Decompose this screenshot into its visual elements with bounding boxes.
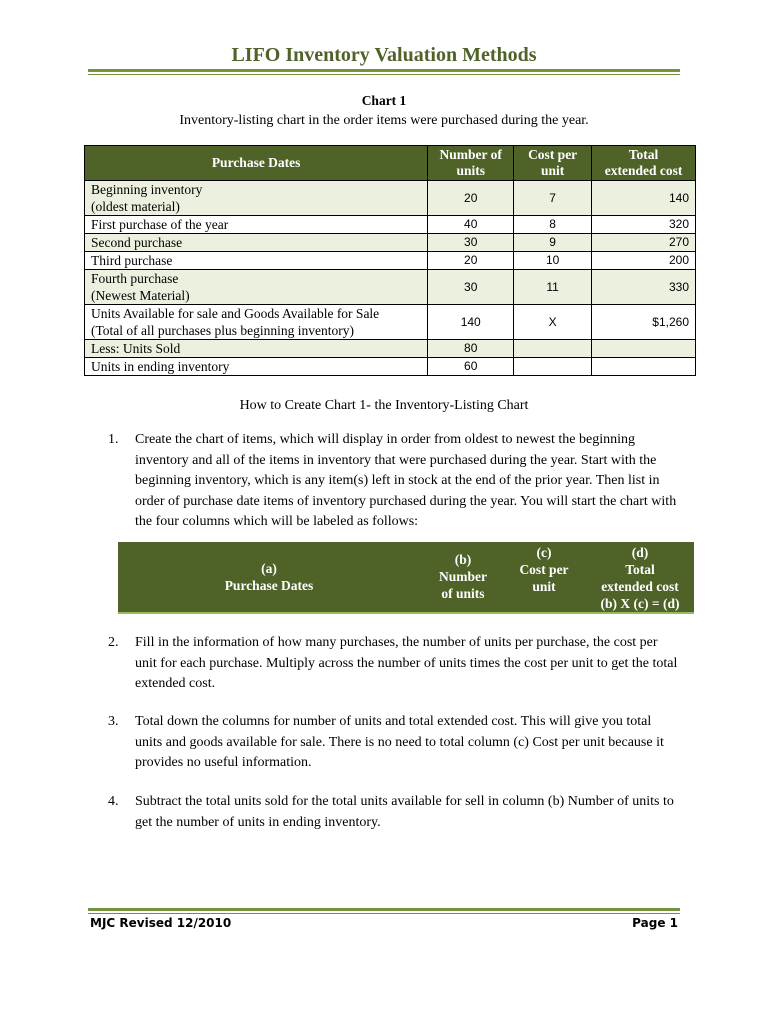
list-item [108,633,678,695]
column-label-d: (d) Total extended cost (b) X (c) = (d) [600,545,680,611]
header-purchase-dates: Purchase Dates [85,146,428,181]
row-total: 270 [592,234,696,252]
footer-rule-thin [88,913,680,914]
row-description: First purchase of the year [85,216,428,234]
row-units: 80 [428,340,514,358]
row-description: Units in ending inventory [85,358,428,376]
row-total: 330 [592,270,696,305]
column-labels-bar [118,542,694,614]
row-total [592,340,696,358]
row-description: Second purchase [85,234,428,252]
row-total: 140 [592,181,696,216]
row-description: Beginning inventory (oldest material) [85,181,428,216]
chart-subtitle: Inventory-listing chart in the order items were purchased during the year. [179,113,589,128]
row-description: Third purchase [85,252,428,270]
row-description: Fourth purchase (Newest Material) [85,270,428,305]
chart-title: Chart 1 [361,93,407,108]
row-description: Less: Units Sold [85,340,428,358]
row-total [592,358,696,376]
table-row [85,305,696,340]
step-text: Subtract the total units sold for the total units available for sell in column (b) Number of units to get the number of units in ending inventory. [135,794,674,830]
step-text: Fill in the information of how many purchases, the number of units per purchase, the cost per unit for each purchase. Multiply across the number of units times the cost per unit to get the total extended cost. [135,635,678,691]
row-total: 200 [592,252,696,270]
table-row [85,234,696,252]
list-item [108,792,678,833]
row-cost: 11 [514,270,592,305]
list-item [108,430,678,533]
column-label-c: (c) Cost per unit [519,545,569,594]
row-units: 60 [428,358,514,376]
document-title: LIFO Inventory Valuation Methods [231,44,537,66]
row-cost: 10 [514,252,592,270]
row-units: 140 [428,305,514,340]
row-total: 320 [592,216,696,234]
header-number-of-units: Number of units [428,146,514,181]
list-item [108,712,678,774]
table-row [85,340,696,358]
table-row [85,216,696,234]
table-header-row [85,146,696,181]
table-row [85,270,696,305]
table-row [85,181,696,216]
row-units: 40 [428,216,514,234]
inventory-table [84,145,696,376]
header-rule [88,69,680,72]
footer-revision: MJC Revised 12/2010 [90,916,232,930]
row-cost: 9 [514,234,592,252]
header-total-extended-cost: Total extended cost [592,146,696,181]
row-cost: 7 [514,181,592,216]
step-number: 2. [108,635,119,650]
row-units: 30 [428,234,514,252]
column-label-b: (b) Number of units [439,552,487,601]
page-number: Page 1 [632,916,678,930]
table-row [85,252,696,270]
row-units: 20 [428,181,514,216]
column-label-a: (a) Purchase Dates [224,561,314,593]
step-text: Total down the columns for number of units and total extended cost. This will give you total units and goods available for sale. There is no need to total column (c) Cost per unit because it provides no useful information. [135,714,664,770]
row-cost [514,340,592,358]
table-row [85,358,696,376]
header-rule-thin [88,74,680,75]
row-cost: 8 [514,216,592,234]
how-to-heading: How to Create Chart 1- the Inventory-Listing Chart [239,398,529,413]
row-total: $1,260 [592,305,696,340]
step-number: 4. [108,794,119,809]
row-description: Units Available for sale and Goods Available for Sale (Total of all purchases plus beginning inventory) [85,305,428,340]
step-number: 1. [108,432,119,447]
step-text: Create the chart of items, which will display in order from oldest to newest the beginning inventory and all of the items in inventory that were purchased during the year. Start with the beginning inventory, which is any item(s) left in stock at the end of the prior year. Then list in order of purchase date items of inventory purchased during the year. You will start the chart with the four columns which will be labeled as follows: [135,432,677,529]
step-number: 3. [108,714,119,729]
header-cost-per-unit: Cost per unit [514,146,592,181]
row-cost [514,358,592,376]
row-cost: X [514,305,592,340]
row-units: 20 [428,252,514,270]
row-units: 30 [428,270,514,305]
footer-rule [88,908,680,911]
